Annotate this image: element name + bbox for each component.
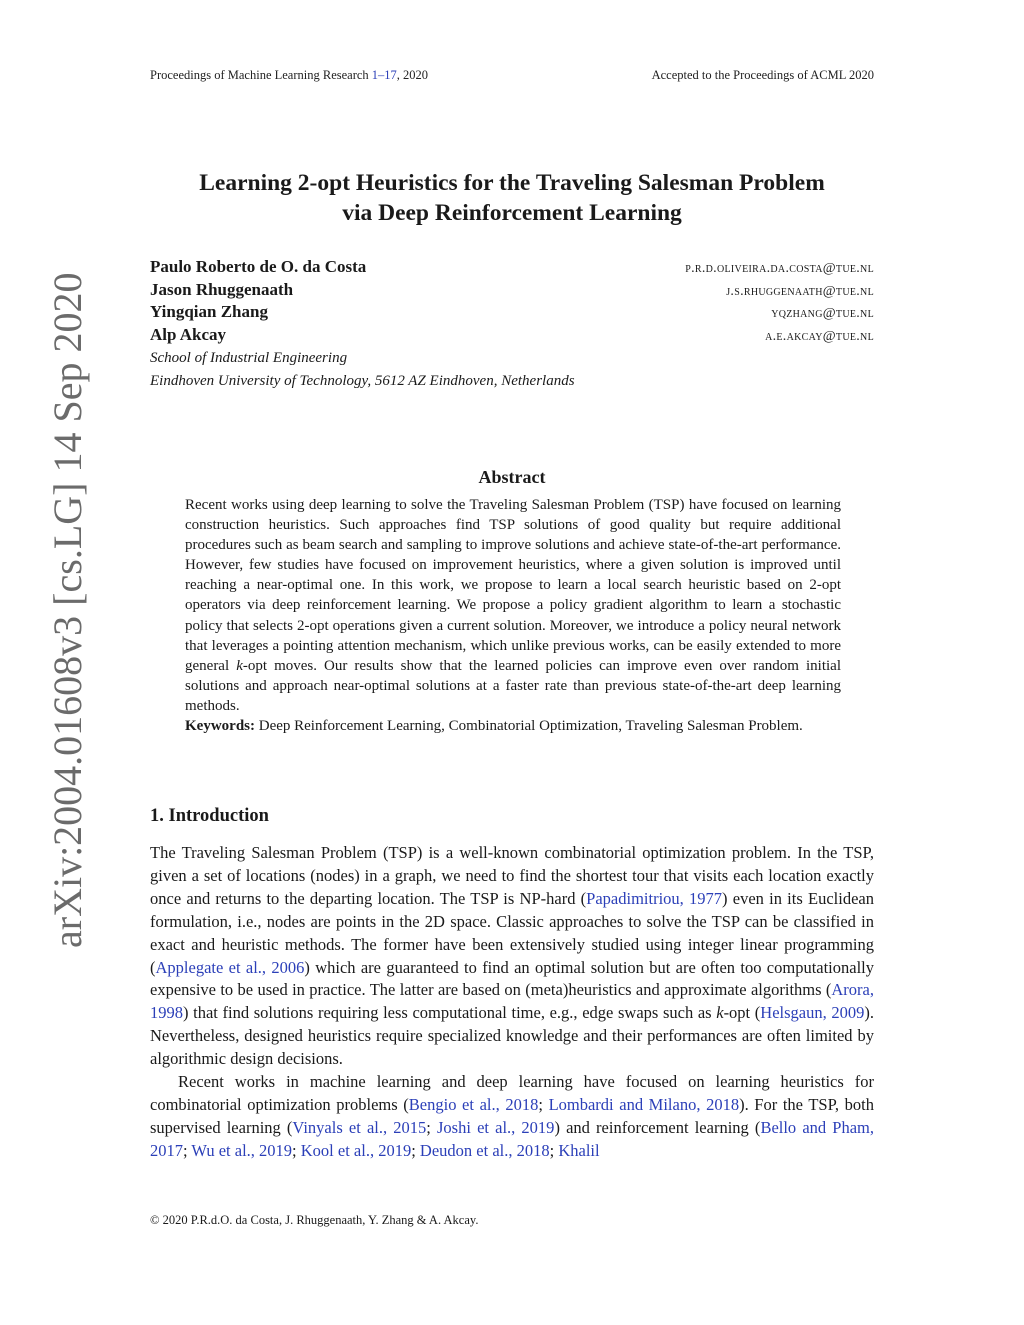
citation-link[interactable]: Khalil — [558, 1140, 600, 1160]
running-header-right: Accepted to the Proceedings of ACML 2020 — [651, 68, 874, 82]
arxiv-identifier-stamp: arXiv:2004.01608v3 [cs.LG] 14 Sep 2020 — [45, 272, 90, 948]
k-symbol: k — [716, 1003, 724, 1023]
keywords-list: Deep Reinforcement Learning, Combinatorial Optimization, Traveling Salesman Problem. — [255, 718, 803, 735]
abstract-body — [185, 495, 841, 736]
section-heading-introduction: 1. Introduction — [150, 806, 269, 826]
author-row — [150, 280, 874, 303]
author-block — [150, 257, 874, 393]
intro-paragraph-1 — [150, 842, 874, 1071]
abstract-text: Recent works using deep learning to solve the Traveling Salesman Problem (TSP) have focused on learning construction heuristics. Such approaches find TSP solutions of good quality but require additional procedures such as beam search and sampling to improve solutions and achieve state-of-the-art performance. However, few studies have focused on improvement heuristics, where a given solution is improved until reaching a near-optimal one. In this work, we propose to learn a local search heuristic based on 2-opt operators via deep reinforcement learning. We propose a policy gradient algorithm to learn a stochastic policy that selects 2-opt operations given a current solution. Moreover, we introduce a policy neural network that leverages a pointing attention mechanism, which unlike previous works, can be easily extended to more general — [185, 497, 841, 674]
abstract-heading: Abstract — [478, 467, 546, 487]
author-email[interactable]: p.r.d.oliveira.da.costa@tue.nl — [685, 261, 874, 276]
author-name: Alp Akcay — [150, 324, 227, 344]
header-pages-link[interactable]: 1–17 — [371, 68, 397, 82]
intro-text: ). Nevertheless, designed heuristics require specialized knowledge and their performances are often limited by algorithmic design decisions. — [150, 1003, 874, 1069]
author-name: Yingqian Zhang — [150, 302, 268, 321]
affiliation-department: School of Industrial Engineering — [150, 350, 348, 366]
running-header-left — [150, 68, 428, 83]
citation-link[interactable]: Lombardi and Milano, 2018 — [548, 1094, 740, 1114]
intro-paragraph-2 — [150, 1071, 874, 1163]
intro-text: ). For the TSP, both supervised learning ( — [150, 1094, 874, 1137]
intro-text: ) which are guaranteed to find an optimal solution but are often too computationally expensive to be used in practice. The latter are based on (meta)heuristics and approximate algorithms ( — [150, 957, 875, 1000]
intro-text: ) and reinforcement learning ( — [554, 1117, 761, 1137]
author-email[interactable]: yqzhang@tue.nl — [771, 306, 874, 321]
intro-text: Recent works in machine learning and deep learning have focused on learning heuristics for combinatorial optimization problems ( — [150, 1072, 874, 1114]
title-line-1: Learning 2-opt Heuristics for the Traveling Salesman Problem — [199, 170, 825, 196]
intro-text: -opt ( — [723, 1003, 761, 1023]
intro-text: ) that find solutions requiring less computational time, e.g., edge swaps such as — [183, 1003, 717, 1023]
citation-link[interactable]: Joshi et al., 2019 — [437, 1117, 555, 1137]
author-row — [150, 325, 874, 348]
keywords-paragraph — [185, 716, 841, 736]
author-email[interactable]: a.e.akcay@tue.nl — [765, 328, 874, 344]
citation-link[interactable]: Kool et al., 2019 — [300, 1140, 412, 1160]
citation-link[interactable]: Helsgaun, 2009 — [760, 1003, 865, 1023]
citation-separator: ; — [411, 1140, 420, 1160]
copyright-footer: © 2020 P.R.d.O. da Costa, J. Rhuggenaath, Y. Zhang & A. Akcay. — [150, 1213, 479, 1227]
title-line-2: via Deep Reinforcement Learning — [342, 200, 682, 226]
keywords-label: Keywords: — [185, 718, 255, 735]
citation-link[interactable]: Arora, 1998 — [150, 980, 874, 1023]
abstract-paragraph — [185, 495, 841, 716]
citation-separator: ; — [538, 1094, 549, 1114]
author-name: Paulo Roberto de O. da Costa — [150, 257, 367, 276]
author-row — [150, 257, 874, 280]
citation-link[interactable]: Bello and Pham, 2017 — [150, 1117, 875, 1160]
author-name: Jason Rhuggenaath — [150, 279, 294, 299]
intro-text: ) even in its Euclidean formulation, i.e., nodes are points in the 2D space. Classic approaches to solve the TSP can be classified in exact and heuristic methods. The former have been extensively studied using integer linear programming ( — [150, 888, 874, 977]
paper-title — [130, 168, 894, 228]
citation-link[interactable]: Applegate et al., 2006 — [155, 957, 305, 977]
abstract-text-end: -opt moves. Our results show that the learned policies can improve even over random initial solutions and approach near-optimal solutions at a faster rate than previous state-of-the-art deep learning methods. — [185, 657, 841, 714]
abstract-k-symbol: k — [236, 657, 243, 674]
citation-link[interactable]: Deudon et al., 2018 — [419, 1140, 550, 1160]
introduction-body — [150, 842, 874, 1163]
citation-separator: ; — [183, 1140, 192, 1160]
intro-text: The Traveling Salesman Problem (TSP) is a well-known combinatorial optimization problem. In the TSP, given a set of locations (nodes) in a graph, we need to find the shortest tour that visits each location exactly once and returns to the departing location. The TSP is NP-hard ( — [150, 843, 874, 908]
header-proceedings: Proceedings of Machine Learning Research — [150, 68, 372, 82]
citation-link[interactable]: Papadimitriou, 1977 — [586, 888, 723, 908]
author-row — [150, 302, 874, 325]
citation-separator: ; — [292, 1140, 301, 1160]
header-year: , 2020 — [396, 68, 429, 82]
citation-separator: ; — [549, 1140, 559, 1160]
author-email[interactable]: j.s.rhuggenaath@tue.nl — [726, 283, 874, 299]
citation-link[interactable]: Wu et al., 2019 — [191, 1140, 293, 1160]
affiliation-university: Eindhoven University of Technology, 5612 AZ Eindhoven, Netherlands — [150, 373, 575, 389]
citation-link[interactable]: Vinyals et al., 2015 — [292, 1117, 427, 1137]
citation-separator: ; — [426, 1117, 437, 1137]
citation-link[interactable]: Bengio et al., 2018 — [408, 1094, 539, 1114]
